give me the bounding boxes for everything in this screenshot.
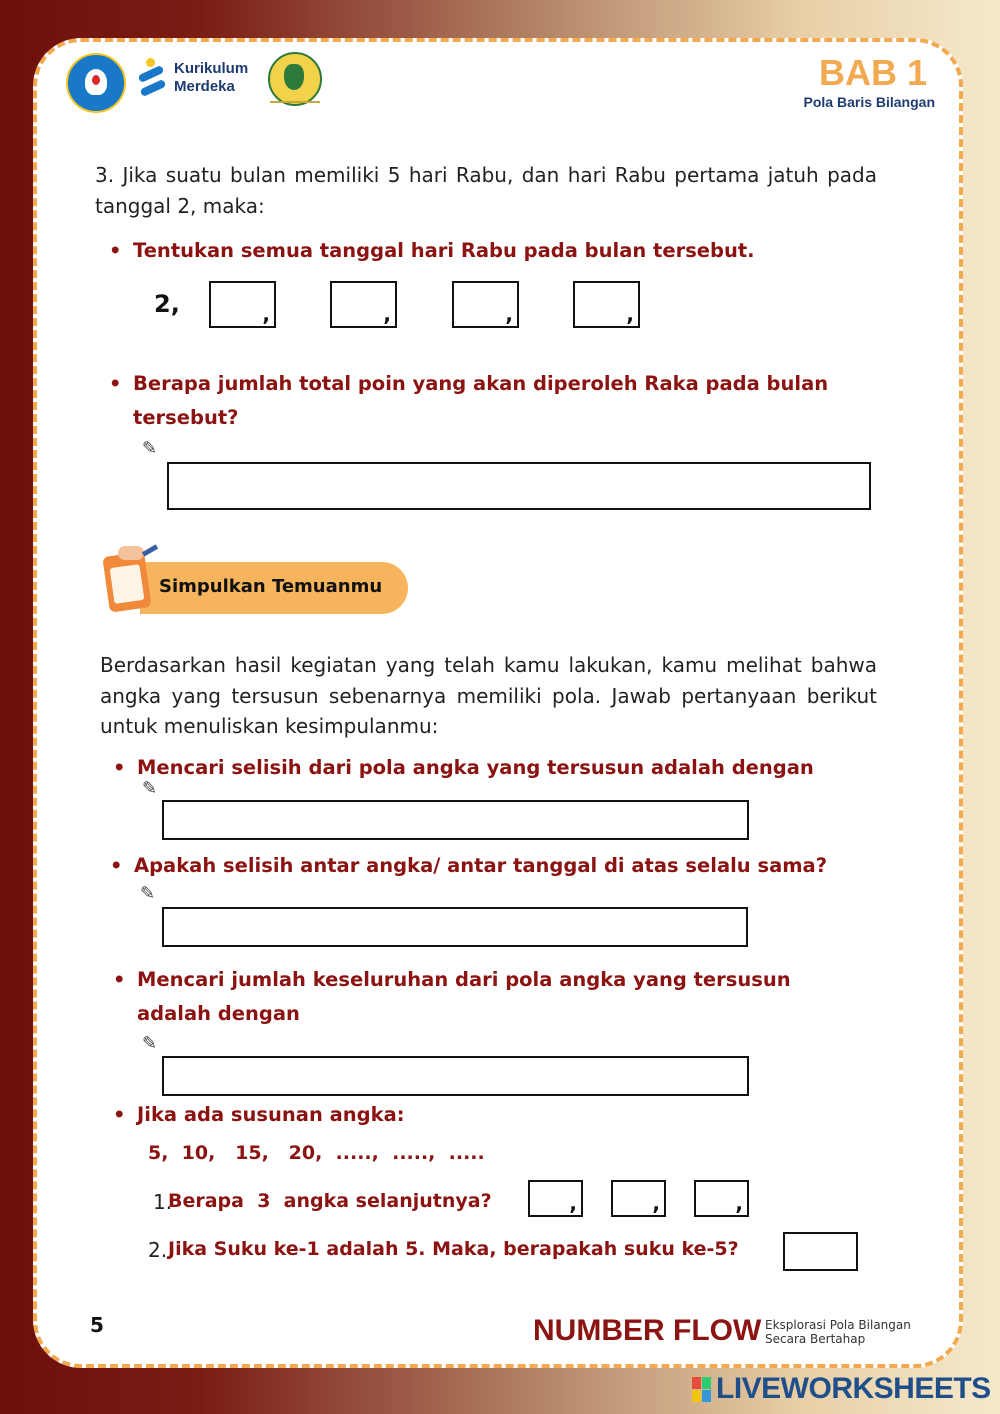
pencil-icon: ✎ <box>142 1033 158 1054</box>
chapter-subtitle: Pola Baris Bilangan <box>803 94 935 110</box>
sub-question-1-number: 1. <box>153 1190 173 1214</box>
total-points-input[interactable] <box>167 462 871 510</box>
conclusion-bullet-2: • Apakah selisih antar angka/ antar tanggal di atas selalu sama? <box>134 849 914 883</box>
fifth-term-input[interactable] <box>783 1232 858 1271</box>
liveworksheets-watermark: LIVEWORKSHEETS <box>716 1372 991 1405</box>
conclusion-input-1[interactable] <box>162 800 749 840</box>
question-3-text: 3. Jika suatu bulan memiliki 5 hari Rabu, dan hari Rabu pertama jatuh pada tanggal 2, maka: <box>95 163 877 218</box>
sub-question-1: Berapa 3 angka selanjutnya? <box>168 1190 492 1212</box>
liveworksheets-logo-icon <box>692 1377 712 1403</box>
footer-brand: NUMBER FLOW <box>533 1314 762 1347</box>
chapter-label: BAB 1 <box>818 52 927 93</box>
date-input-2[interactable] <box>330 281 397 328</box>
next-number-input-1[interactable] <box>528 1180 583 1217</box>
comma: , <box>505 302 513 326</box>
kurikulum-merdeka-icon <box>138 58 168 98</box>
date-input-3[interactable] <box>452 281 519 328</box>
tut-wuri-handayani-logo <box>66 53 126 113</box>
conclusion-bullet-3: • Mencari jumlah keseluruhan dari pola angka yang tersusun adalah dengan <box>137 963 837 1031</box>
pencil-icon: ✎ <box>142 438 158 459</box>
date-input-1[interactable] <box>209 281 276 328</box>
footer-tagline-1: Eksplorasi Pola Bilangan <box>765 1318 911 1332</box>
comma: , <box>383 302 391 326</box>
question-3-bullet-2: • Berapa jumlah total poin yang akan diperoleh Raka pada bulan tersebut? <box>133 367 873 435</box>
sub-question-2-number: 2. <box>148 1238 168 1262</box>
footer-tagline-2: Secara Bertahap <box>765 1332 866 1346</box>
crest-motto <box>270 101 320 103</box>
kurikulum-line2: Merdeka <box>174 78 235 95</box>
comma: , <box>652 1191 660 1215</box>
kurikulum-merdeka-logo <box>138 56 263 106</box>
conclusion-bullet-1: • Mencari selisih dari pola angka yang tersusun adalah dengan <box>137 751 897 785</box>
comma: , <box>626 302 634 326</box>
pencil-icon: ✎ <box>142 778 158 799</box>
conclusion-bullet-4: • Jika ada susunan angka: <box>137 1098 737 1132</box>
next-number-input-2[interactable] <box>611 1180 666 1217</box>
comma: , <box>569 1191 577 1215</box>
question-3-bullet-1: • Tentukan semua tanggal hari Rabu pada bulan tersebut. <box>133 234 893 268</box>
conclusion-input-3[interactable] <box>162 1056 749 1096</box>
first-date-label: 2, <box>154 290 180 318</box>
section-title: Simpulkan Temuanmu <box>159 576 383 597</box>
clipboard-hand-icon <box>98 546 158 616</box>
page-number: 5 <box>90 1313 104 1337</box>
kurikulum-line1: Kurikulum <box>174 60 249 77</box>
conclusion-input-2[interactable] <box>162 907 748 947</box>
university-crest-logo <box>268 52 322 106</box>
next-number-input-3[interactable] <box>694 1180 749 1217</box>
section-intro: Berdasarkan hasil kegiatan yang telah kamu lakukan, kamu melihat bahwa angka yang tersusun sebenarnya memiliki pola. Jawab pertanyaan berikut untuk menuliskan kesimpulanmu: <box>100 653 877 738</box>
number-sequence: 5, 10, 15, 20, ....., ....., ..... <box>148 1142 485 1164</box>
pencil-icon: ✎ <box>140 883 156 904</box>
sub-question-2: Jika Suku ke-1 adalah 5. Maka, berapakah suku ke-5? <box>168 1238 739 1260</box>
comma: , <box>262 302 270 326</box>
date-input-4[interactable] <box>573 281 640 328</box>
comma: , <box>735 1191 743 1215</box>
